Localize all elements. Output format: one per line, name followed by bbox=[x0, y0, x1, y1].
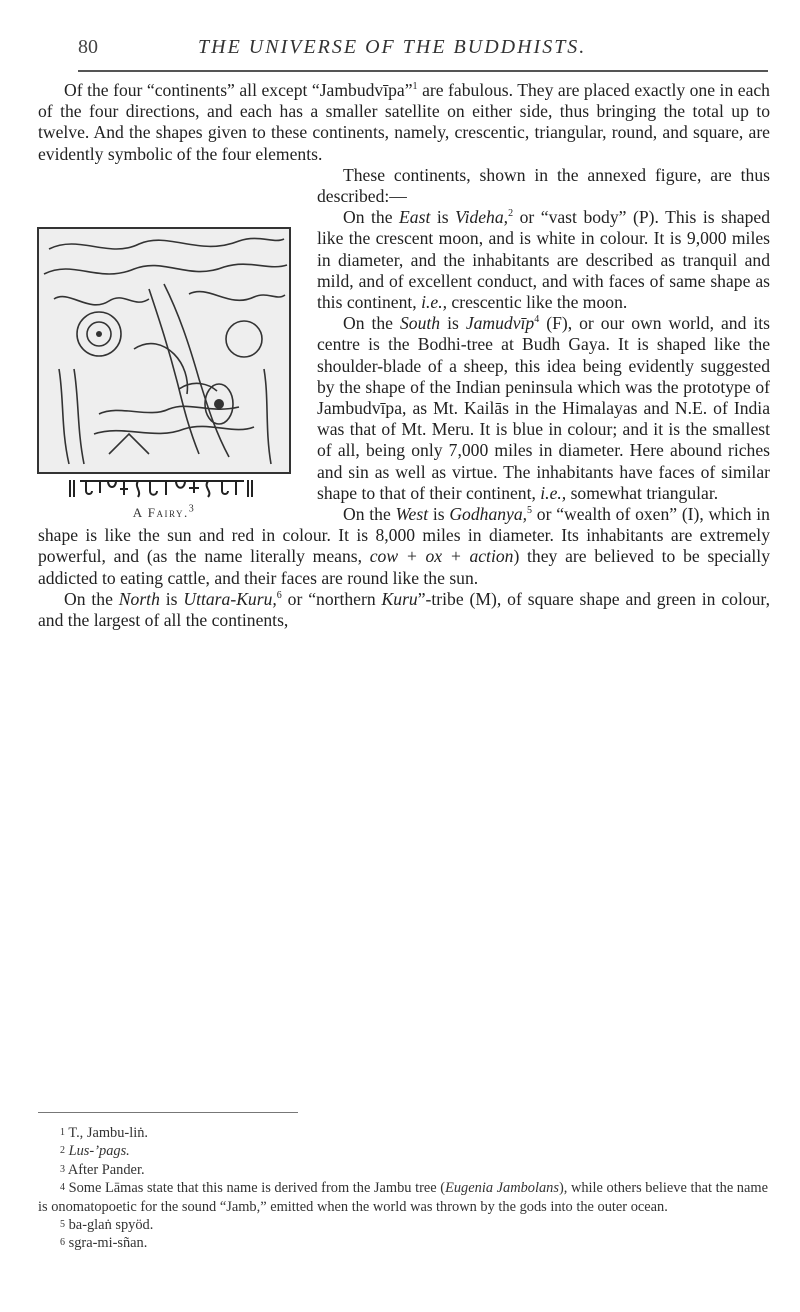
paragraph-north: On the North is Uttara-Kuru,$^6$ or “northern Kuru”-tribe (M), of square shape and green in colour, and the largest of all the continents, bbox=[38, 588, 770, 631]
page-number: 80 bbox=[78, 36, 98, 58]
footnote-ref[interactable]: 6 bbox=[276, 590, 282, 602]
page-header bbox=[78, 36, 728, 66]
fairy-illustration bbox=[37, 227, 291, 474]
footnote-ref[interactable]: 4 bbox=[534, 314, 540, 326]
footnote-3: $^3$ After Pander. bbox=[60, 1161, 145, 1178]
footnote-2: $^2$ Lus-’pags. bbox=[60, 1143, 130, 1160]
footnote-6: $^6$ sgra-mi-sñan. bbox=[60, 1235, 148, 1252]
paragraph-intro: Of the four “continents” all except “Jambudvīpa”$^1$ are fabulous. They are placed exactly one in each of the four directions, and each has a smaller satellite on either side, thus bringing the total up to twelve. And the shapes given to these continents, namely, crescentic, triangular, round, and square, are evidently symbolic of the four elements. bbox=[38, 80, 770, 164]
footnote-ref[interactable]: 3 bbox=[188, 503, 196, 515]
paragraph-east: On the East is Videha,$^2$ or “vast body” (P). This is shaped like the crescent moon, and is white in colour. It is 9,000 miles in diameter, and the inhabitants are described as tranquil and mild, and of excellent conduct, and with faces of same shape as this continent, i.e., crescentic like the moon. bbox=[317, 207, 770, 313]
fairy-figure bbox=[33, 227, 295, 525]
tibetan-script-label bbox=[33, 476, 289, 500]
paragraph-south: On the South is Jamudvīp$^4$ (F), or our own world, and its centre is the Bodhi-tree at Budh Gaya. It is shaped like the shoulder-blade of a sheep, this idea being evidently suggested by the shape of the Indian peninsula which was the prototype of Jambudvīpa, as Mt. Kailās in the Himalayas and N.E. of India was that of Mt. Meru. It is blue in colour; and it is the smallest of all, being only 7,000 miles in diameter. Here abound riches and sin as well as virtue. The inhabitants have faces of similar shape to that of their continent, i.e., somewhat triangular. bbox=[317, 313, 770, 503]
footnote-ref[interactable]: 5 bbox=[527, 505, 533, 517]
figure-caption: A Fairy.$^3$ bbox=[132, 503, 196, 520]
footnote-ref[interactable]: 1 bbox=[412, 81, 418, 93]
tibetan-script-icon bbox=[66, 477, 256, 499]
footnotes bbox=[38, 1124, 770, 1253]
running-title: THE UNIVERSE OF THE BUDDHISTS. bbox=[198, 36, 587, 58]
paragraph-continents: These continents, shown in the annexed figure, are thus described:— bbox=[317, 164, 770, 207]
body-text bbox=[38, 80, 770, 631]
footnote-rule bbox=[38, 1112, 298, 1113]
footnote-ref[interactable]: 2 bbox=[508, 208, 514, 220]
footnote-1: $^1$ T., Jambu-liṅ. bbox=[60, 1125, 149, 1141]
header-rule bbox=[78, 70, 768, 72]
fairy-drawing-icon bbox=[39, 229, 289, 472]
footnote-4: $^4$ Some Lāmas state that this name is derived from the Jambu tree (Eugenia Jambolans), while others believe that the name is onomatopoetic for the sound “Jamb,” emitted when the world was thrown by the gods into the outer ocean. bbox=[38, 1180, 768, 1215]
paragraph-west: On the West is Godhanya,$^5$ or “wealth of oxen” (I), which in shape is like the sun and red in colour. It is 8,000 miles in diameter. Its inhabitants are extremely powerful, and (as the name literally means, cow + ox + action) they are believed to be specially addicted to eating cattle, and their faces are round like the sun. bbox=[38, 504, 770, 588]
footnote-5: $^5$ ba-glaṅ spyöd. bbox=[60, 1217, 154, 1234]
